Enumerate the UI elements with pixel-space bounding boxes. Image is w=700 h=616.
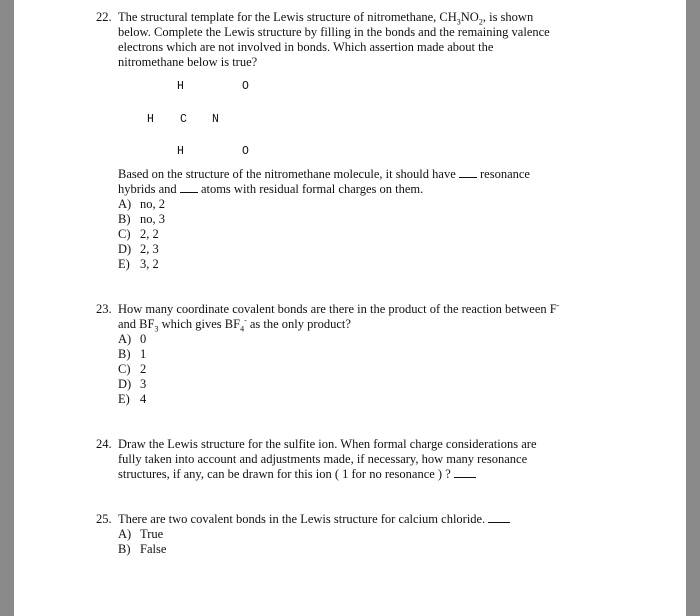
option-text: no, 3 [140,212,165,226]
question-number: 25. [96,512,112,526]
prompt-text: Based on the structure of the nitromethane molecule, it should have [118,167,456,181]
question-line: and BF [118,317,155,331]
atom-o-top: O [242,80,249,93]
question-number: 22. [96,10,112,24]
question-line: How many coordinate covalent bonds are there in the product of the reaction between F [118,302,557,316]
atom-h-left: H [147,113,154,126]
atom-h-top: H [177,80,184,93]
question-line: The structural template for the Lewis structure of nitromethane, CH [118,10,457,24]
option-a[interactable] [118,527,598,542]
answer-blank[interactable] [180,182,198,193]
option-label: E) [118,392,130,406]
option-text: 1 [140,347,147,361]
option-text: True [140,527,164,541]
option-label: C) [118,362,131,376]
option-text: 2, 2 [140,227,159,241]
subscript: 3 [154,324,159,334]
option-label: C) [118,227,131,241]
answer-blank[interactable] [488,512,510,523]
option-e[interactable] [118,392,598,407]
question-line: nitromethane below is true? [118,55,258,69]
option-c[interactable] [118,227,598,242]
question-line: which gives BF [158,317,241,331]
option-b[interactable] [118,347,598,362]
option-e[interactable] [118,257,598,272]
option-a[interactable] [118,332,598,347]
option-label: B) [118,542,131,556]
option-b[interactable] [118,212,598,227]
option-text: 0 [140,332,147,346]
answer-blank[interactable] [454,467,476,478]
subscript: 4 [240,324,245,334]
atom-o-bottom: O [242,145,249,158]
subscript: 2 [478,17,483,27]
option-label: E) [118,257,130,271]
question-line: electrons which are not involved in bonds. Which assertion made about the [118,40,494,54]
prompt-text: atoms with residual formal charges on them. [200,182,424,196]
option-text: 3 [140,377,147,391]
question-number: 24. [96,437,112,451]
option-d[interactable] [118,377,598,392]
option-d[interactable] [118,242,598,257]
atom-n: N [212,113,219,126]
option-text: False [140,542,167,556]
option-label: A) [118,332,132,346]
option-label: D) [118,242,132,256]
option-text: no, 2 [140,197,165,211]
question-line: Draw the Lewis structure for the sulfite ion. When formal charge considerations are [118,437,537,451]
option-label: D) [118,377,132,391]
formula-part: NO [460,10,479,24]
option-c[interactable] [118,362,598,377]
question-line: as the only product? [246,317,351,331]
subscript: 3 [456,17,461,27]
option-label: B) [118,347,131,361]
prompt-text: hybrids and [118,182,177,196]
option-label: A) [118,197,132,211]
formula-part: , is shown [482,10,534,24]
question-line: fully taken into account and adjustments made, if necessary, how many resonance [118,452,528,466]
option-text: 4 [140,392,147,406]
question-line: There are two covalent bonds in the Lewis structure for calcium chloride. [118,512,486,526]
option-text: 2 [140,362,147,376]
atom-h-bottom: H [177,145,184,158]
superscript: - [556,300,560,310]
option-label: B) [118,212,131,226]
question-line: below. Complete the Lewis structure by filling in the bonds and the remaining valence [118,25,550,39]
question-line: structures, if any, can be drawn for this ion ( 1 for no resonance ) ? [118,467,451,481]
prompt-text: resonance [480,167,530,181]
option-text: 2, 3 [140,242,159,256]
option-b[interactable] [118,542,598,557]
superscript: - [244,315,247,325]
option-label: A) [118,527,132,541]
atom-c: C [180,113,187,126]
lewis-template [0,0,700,160]
option-a[interactable] [118,197,598,212]
answer-blank[interactable] [459,167,477,178]
question-number: 23. [96,302,112,316]
option-text: 3, 2 [140,257,159,271]
